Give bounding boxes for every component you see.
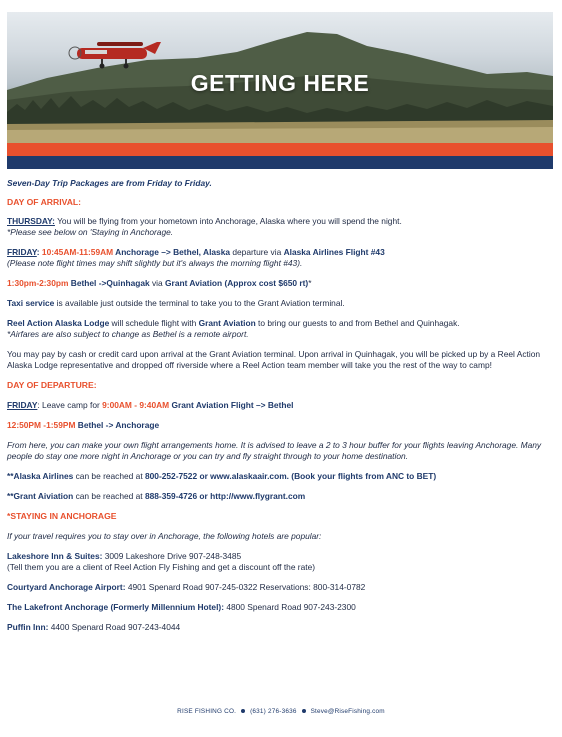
friday-route: Anchorage –> Bethel, Alaska — [113, 247, 231, 257]
footer-email: Steve@RiseFishing.com — [310, 708, 385, 715]
lodge-note: *Airfares are also subject to change as Bethel is a remote airport. — [7, 329, 249, 339]
thursday-text: You will be flying from your hometown into Anchorage, Alaska where you will spend the night. — [54, 216, 402, 226]
friday-note: (Please note flight times may shift slightly but it's always the morning flight #43). — [7, 258, 303, 268]
hotel-details: 4400 Spenard Road 907-243-4044 — [48, 622, 181, 632]
grant-flight-line — [7, 278, 553, 289]
intro-text: Seven-Day Trip Packages are from Friday to Friday. — [7, 178, 212, 188]
page-title: GETTING HERE — [190, 70, 370, 96]
taxi-text: is available just outside the terminal to take you to the Grant Aviation terminal. — [54, 298, 345, 308]
alaska-contact: 800-252-7522 or www.alaskaair.com. (Book your flights from ANC to BET) — [144, 471, 437, 481]
alaska-label: **Alaska Airlines — [7, 471, 74, 481]
grant-via: via — [149, 278, 166, 288]
arrival-heading: DAY OF ARRIVAL: — [7, 197, 82, 207]
hero-banner — [7, 12, 553, 143]
hotel-name: Courtyard Anchorage Airport: — [7, 582, 126, 592]
hotel-name: Lakeshore Inn & Suites: — [7, 551, 103, 561]
bullet-icon — [302, 709, 306, 713]
friday-depart: departure via — [230, 247, 284, 257]
grant-label: **Grant Aiviation — [7, 491, 74, 501]
grant-star: * — [308, 278, 312, 288]
departure-friday-time: 9:00AM - 9:40AM — [102, 400, 170, 410]
hotel-extra: (Tell them you are a client of Reel Action Fly Fishing and get a discount off the rate) — [7, 562, 316, 572]
itinerary-content — [7, 178, 553, 642]
friday-flight: Alaska Airlines Flight #43 — [283, 247, 385, 257]
payment-paragraph: You may pay by cash or credit card upon arrival at the Grant Aviation terminal. Upon arrival in Quinhagak, you will be picked up by a Reel Action Alaska Lodge representative and dropped off riverside where a Reel Action team member will take you the rest of the way to camp! — [7, 349, 541, 370]
lodge-bold: Reel Action Alaska Lodge — [7, 318, 110, 328]
hotel-item — [7, 602, 553, 613]
footer-phone: (631) 276-3636 — [250, 708, 297, 715]
friday-colon: : — [36, 247, 42, 257]
hotel-name: Puffin Inn: — [7, 622, 49, 632]
friday-departure-line — [7, 400, 553, 411]
lodge-text2: to bring our guests to and from Bethel and Quinhagak. — [255, 318, 460, 328]
lodge-grant: Grant Aviation — [198, 318, 256, 328]
alaska-airlines-line — [7, 471, 553, 482]
thursday-label: THURSDAY: — [7, 216, 55, 226]
departure-friday-flight: Grant Aviation Flight –> Bethel — [169, 400, 294, 410]
hotel-name: The Lakefront Anchorage (Formerly Millennium Hotel): — [7, 602, 224, 612]
hotel-details: 4800 Spenard Road 907-243-2300 — [224, 602, 356, 612]
grant-text: can be reached at — [73, 491, 145, 501]
thursday-paragraph — [7, 216, 553, 238]
advice-paragraph: From here, you can make your own flight arrangements home. It is advised to leave a 2 to 3 hour buffer for your flights leaving Anchorage. Many people do stay one more night in Anchorage or you can try and fly straight through to your home destination. — [7, 440, 542, 461]
grant-route: Bethel ->Quinhagak — [68, 278, 150, 288]
friday-label: FRIDAY — [7, 247, 37, 257]
friday-arrival-paragraph — [7, 247, 553, 269]
grant-airline: Grant Aviation (Approx cost $650 rt) — [165, 278, 309, 288]
hotel-item — [7, 551, 553, 573]
staying-intro: If your travel requires you to stay over in Anchorage, the following hotels are popular: — [7, 531, 322, 541]
hotel-item — [7, 582, 553, 593]
hotel-details: 4901 Spenard Road 907-245-0322 Reservations: 800-314-0782 — [125, 582, 366, 592]
orange-stripe — [7, 143, 553, 156]
lodge-text1: will schedule flight with — [109, 318, 199, 328]
bullet-icon — [241, 709, 245, 713]
second-route: Bethel -> Anchorage — [75, 420, 160, 430]
departure-friday-label: FRIDAY — [7, 400, 38, 410]
lodge-paragraph — [7, 318, 553, 340]
grant-aviation-line — [7, 491, 553, 502]
footer-company: RISE FISHING CO. — [177, 708, 237, 715]
footer — [0, 708, 562, 715]
departure-heading: DAY OF DEPARTURE: — [7, 380, 97, 390]
second-departure-line — [7, 420, 553, 431]
grant-time: 1:30pm-2:30pm — [7, 278, 69, 288]
grant-contact: 888-359-4726 or http://www.flygrant.com — [144, 491, 306, 501]
thursday-note: *Please see below on 'Staying in Anchorage. — [7, 227, 174, 237]
friday-time: 10:45AM-11:59AM — [41, 247, 114, 257]
departure-friday-text: : Leave camp for — [37, 400, 103, 410]
staying-heading: *STAYING IN ANCHORAGE — [7, 511, 117, 521]
second-time: 12:50PM -1:59PM — [7, 420, 76, 430]
taxi-paragraph — [7, 298, 553, 309]
hotel-details: 3009 Lakeshore Drive 907-248-3485 — [102, 551, 242, 561]
hotel-item — [7, 622, 553, 633]
taxi-bold: Taxi service — [7, 298, 55, 308]
navy-stripe — [7, 156, 553, 169]
alaska-text: can be reached at — [73, 471, 145, 481]
